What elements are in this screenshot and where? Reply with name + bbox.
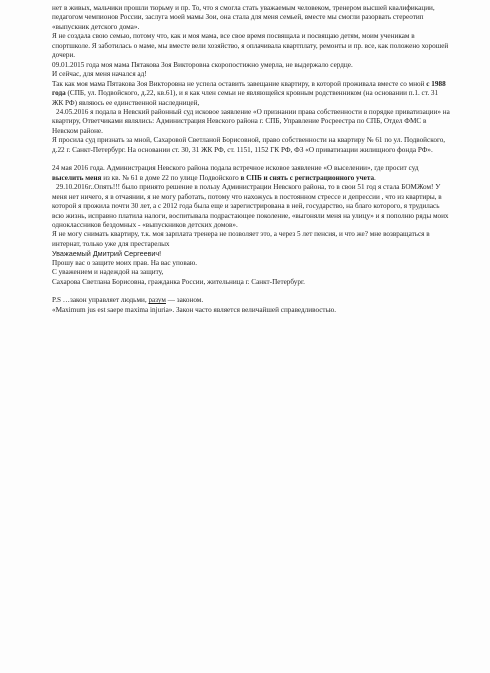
letter-body [52, 4, 450, 315]
salutation: Уважаемый Дмитрий Сергеевич! [52, 249, 162, 259]
paragraph-lawsuit: 24.05.2016 я подала в Невский районный суд исковое заявление «О признании права собственности в порядке приватизации» на квартиру, Ответчиками являлись: Администрация Невского района г. СПБ, Управление Росреестра по СПБ, Отдел ФМС в Невском районе. [52, 107, 450, 135]
paragraph-decision: 29.10.2016г..Опять!!! было принято решение в пользу Администрации Невского района, то в свои 51 год я стала БОМЖом! У меня нет ничего, я в отчаянии, я не могу работать, потому что нахожусь в постоянном стрессе и депрессии , что из квартиры, в которой я прожила почти 30 лет, а с 2012 года была еще и зарегистрирована в ней, государство, на благо которого, я трудилась всю жизнь, исправно платила налоги, воспитывала подрастающее поколение, «выгоняли меня на улицу» и я пополню ряды моих одноклассников бездомных - «выпускников детских домов». [52, 183, 449, 229]
paragraph-family: Я не создала свою семью, потому что, как и моя мама, все свое время посвящала и посвящаю детям, моим ученикам в спортшколе. Я заботилась о маме, мы вместе вели хозяйство, я оплачивала квартплату, ремонты и пр. все, как положено хорошей дочери. [52, 32, 449, 60]
paragraph-counterclaim: 24 мая 2016 года. Администрация Невского района подала встречное исковое заявление «О выселении», где просит суд выселить меня из кв. № 61 в доме 22 по улице Подвойского в СПБ и снять с регистрационного учета. [52, 164, 419, 182]
latin-quote: «Maximum jus est saepe maxima injuria». Закон часто является величайшей справедливостью. [52, 305, 337, 314]
reason-underlined: разум [148, 296, 166, 305]
evict-me-highlight: выселить меня [52, 173, 102, 182]
signature-name: Сахарова Светлана Борисовна, гражданка России, жительница г. Санкт-Петербург. [52, 277, 305, 286]
paragraph-cannot-rent: Я не могу снимать квартиру, т.к. моя зарплата тренера не позволяет это, а через 5 лет пенсия, и что же? мне возвращаться в интернат, только уже для престарелых [52, 230, 430, 248]
deregistration-highlight: в СПБ и снять с регистрационного учета [240, 173, 375, 182]
paragraph-hell-began: И сейчас, для меня начался ад! [52, 70, 147, 79]
paragraph-court-request: Я просила суд признать за мной, Сахаровой Светланой Борисовной, право собственности на квартиру № 61 по ул. Подвойского, д.22 г. Санкт-Петербург. На основании ст. 30, 31 ЖК РФ, ст. 1151, 1152 ГК РФ, ФЗ «О приватизации жилищного фонда РФ». [52, 136, 446, 154]
postscript: P.S …закон управляет людьми, разум — законом. [52, 296, 204, 305]
since-1988-highlight: с 1988 года [52, 79, 446, 98]
paragraph-mother-death: 09.01.2015 года моя мама Пятакова Зоя Викторовна скоропостижно умерла, не выдержало сердце. [52, 60, 353, 69]
closing-regards: С уважением и надеждой на защиту, [52, 268, 164, 277]
paragraph-inheritance: Так как моя мама Пятакова Зоя Викторовна не успела оставить завещание квартиру, в которой проживала вместе со мной с 1988 года (СПБ, ул. Подвойского, д.22, кв.61), и я как член семьи не являющейся кровным родственником (на основании п.1. ст. 31 ЖК РФ) являюсь ее единственной наследницей, [52, 79, 446, 107]
paragraph-childhood: нет в живых, мальчики прошли тюрьму и пр. То, что я смогла стать уважаемым человеком, тренером высшей квалификации, педагогом чемпионов России, заслуга моей мамы Зои, она стала для меня семьей, вместе мы смогли разорвать стереотип «выпускник детского дома». [52, 4, 435, 31]
closing-request: Прошу вас о защите моих прав. На вас уповаю. [52, 258, 198, 267]
